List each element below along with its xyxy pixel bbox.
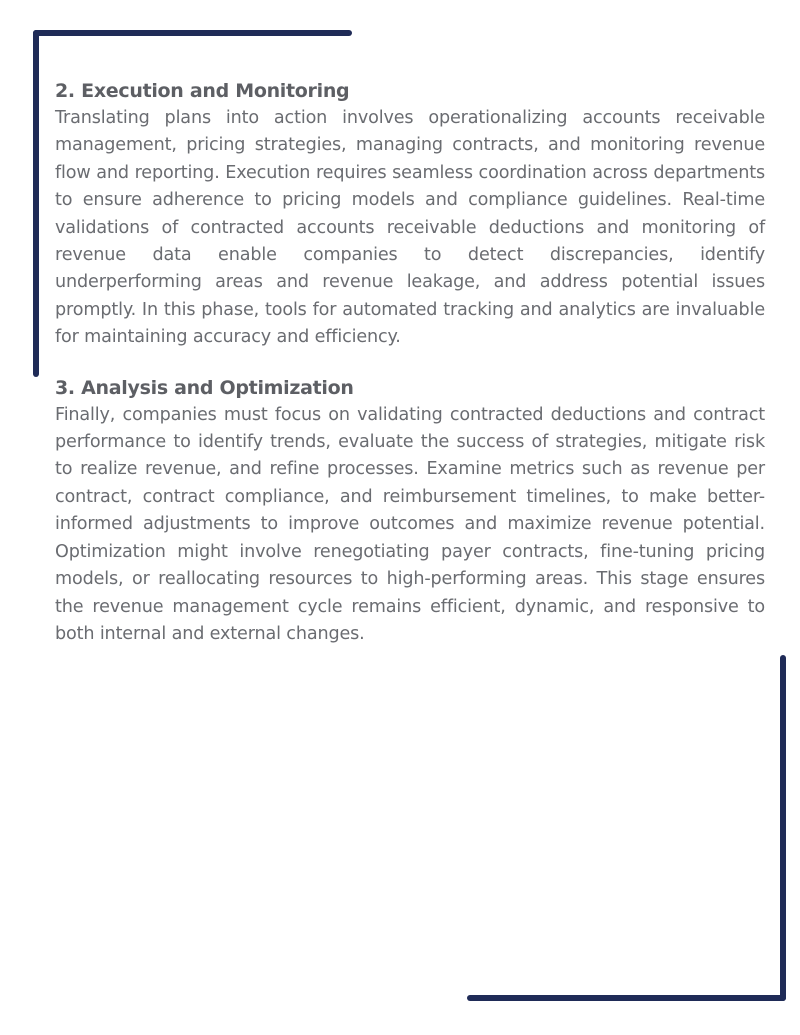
section-paragraph: Translating plans into action involves operationalizing accounts receivable management, pricing strategies, managing contracts, and monitoring revenue flow and reporting. Execution requires seamless coordination across departments to ensure adherence to pricing models and compliance guidelines. Real-time validations of contracted accounts receivable deductions and monitoring of revenue data enable companies to detect discrepancies, identify underperforming areas and revenue leakage, and address potential issues promptly. In this phase, tools for automated tracking and analytics are invaluable for maintaining accuracy and efficiency.: [55, 108, 765, 348]
bottom-right-frame-bar-horizontal: [467, 995, 786, 1001]
bottom-right-frame-bar-vertical: [780, 655, 786, 1001]
top-left-frame-bar-vertical: [33, 30, 39, 377]
section-heading: 2. Execution and Monitoring: [55, 80, 350, 102]
section-heading: 3. Analysis and Optimization: [55, 376, 354, 399]
section-execution-and-monitoring: [55, 78, 765, 352]
section-analysis-and-optimization: [55, 375, 765, 649]
document-content: [55, 78, 765, 648]
section-paragraph: Finally, companies must focus on validating contracted deductions and contract performance to identify trends, evaluate the success of strategies, mitigate risk to realize revenue, and refine processes. Examine metrics such as revenue per contract, contract compliance, and reimbursement timelines, to make better-informed adjustments to improve outcomes and maximize revenue potential. Optimization might involve renegotiating payer contracts, fine-tuning pricing models, or reallocating resources to high-performing areas. This stage ensures the revenue management cycle remains efficient, dynamic, and responsive to both internal and external changes.: [55, 404, 765, 644]
top-left-frame-bar-horizontal: [33, 30, 352, 36]
